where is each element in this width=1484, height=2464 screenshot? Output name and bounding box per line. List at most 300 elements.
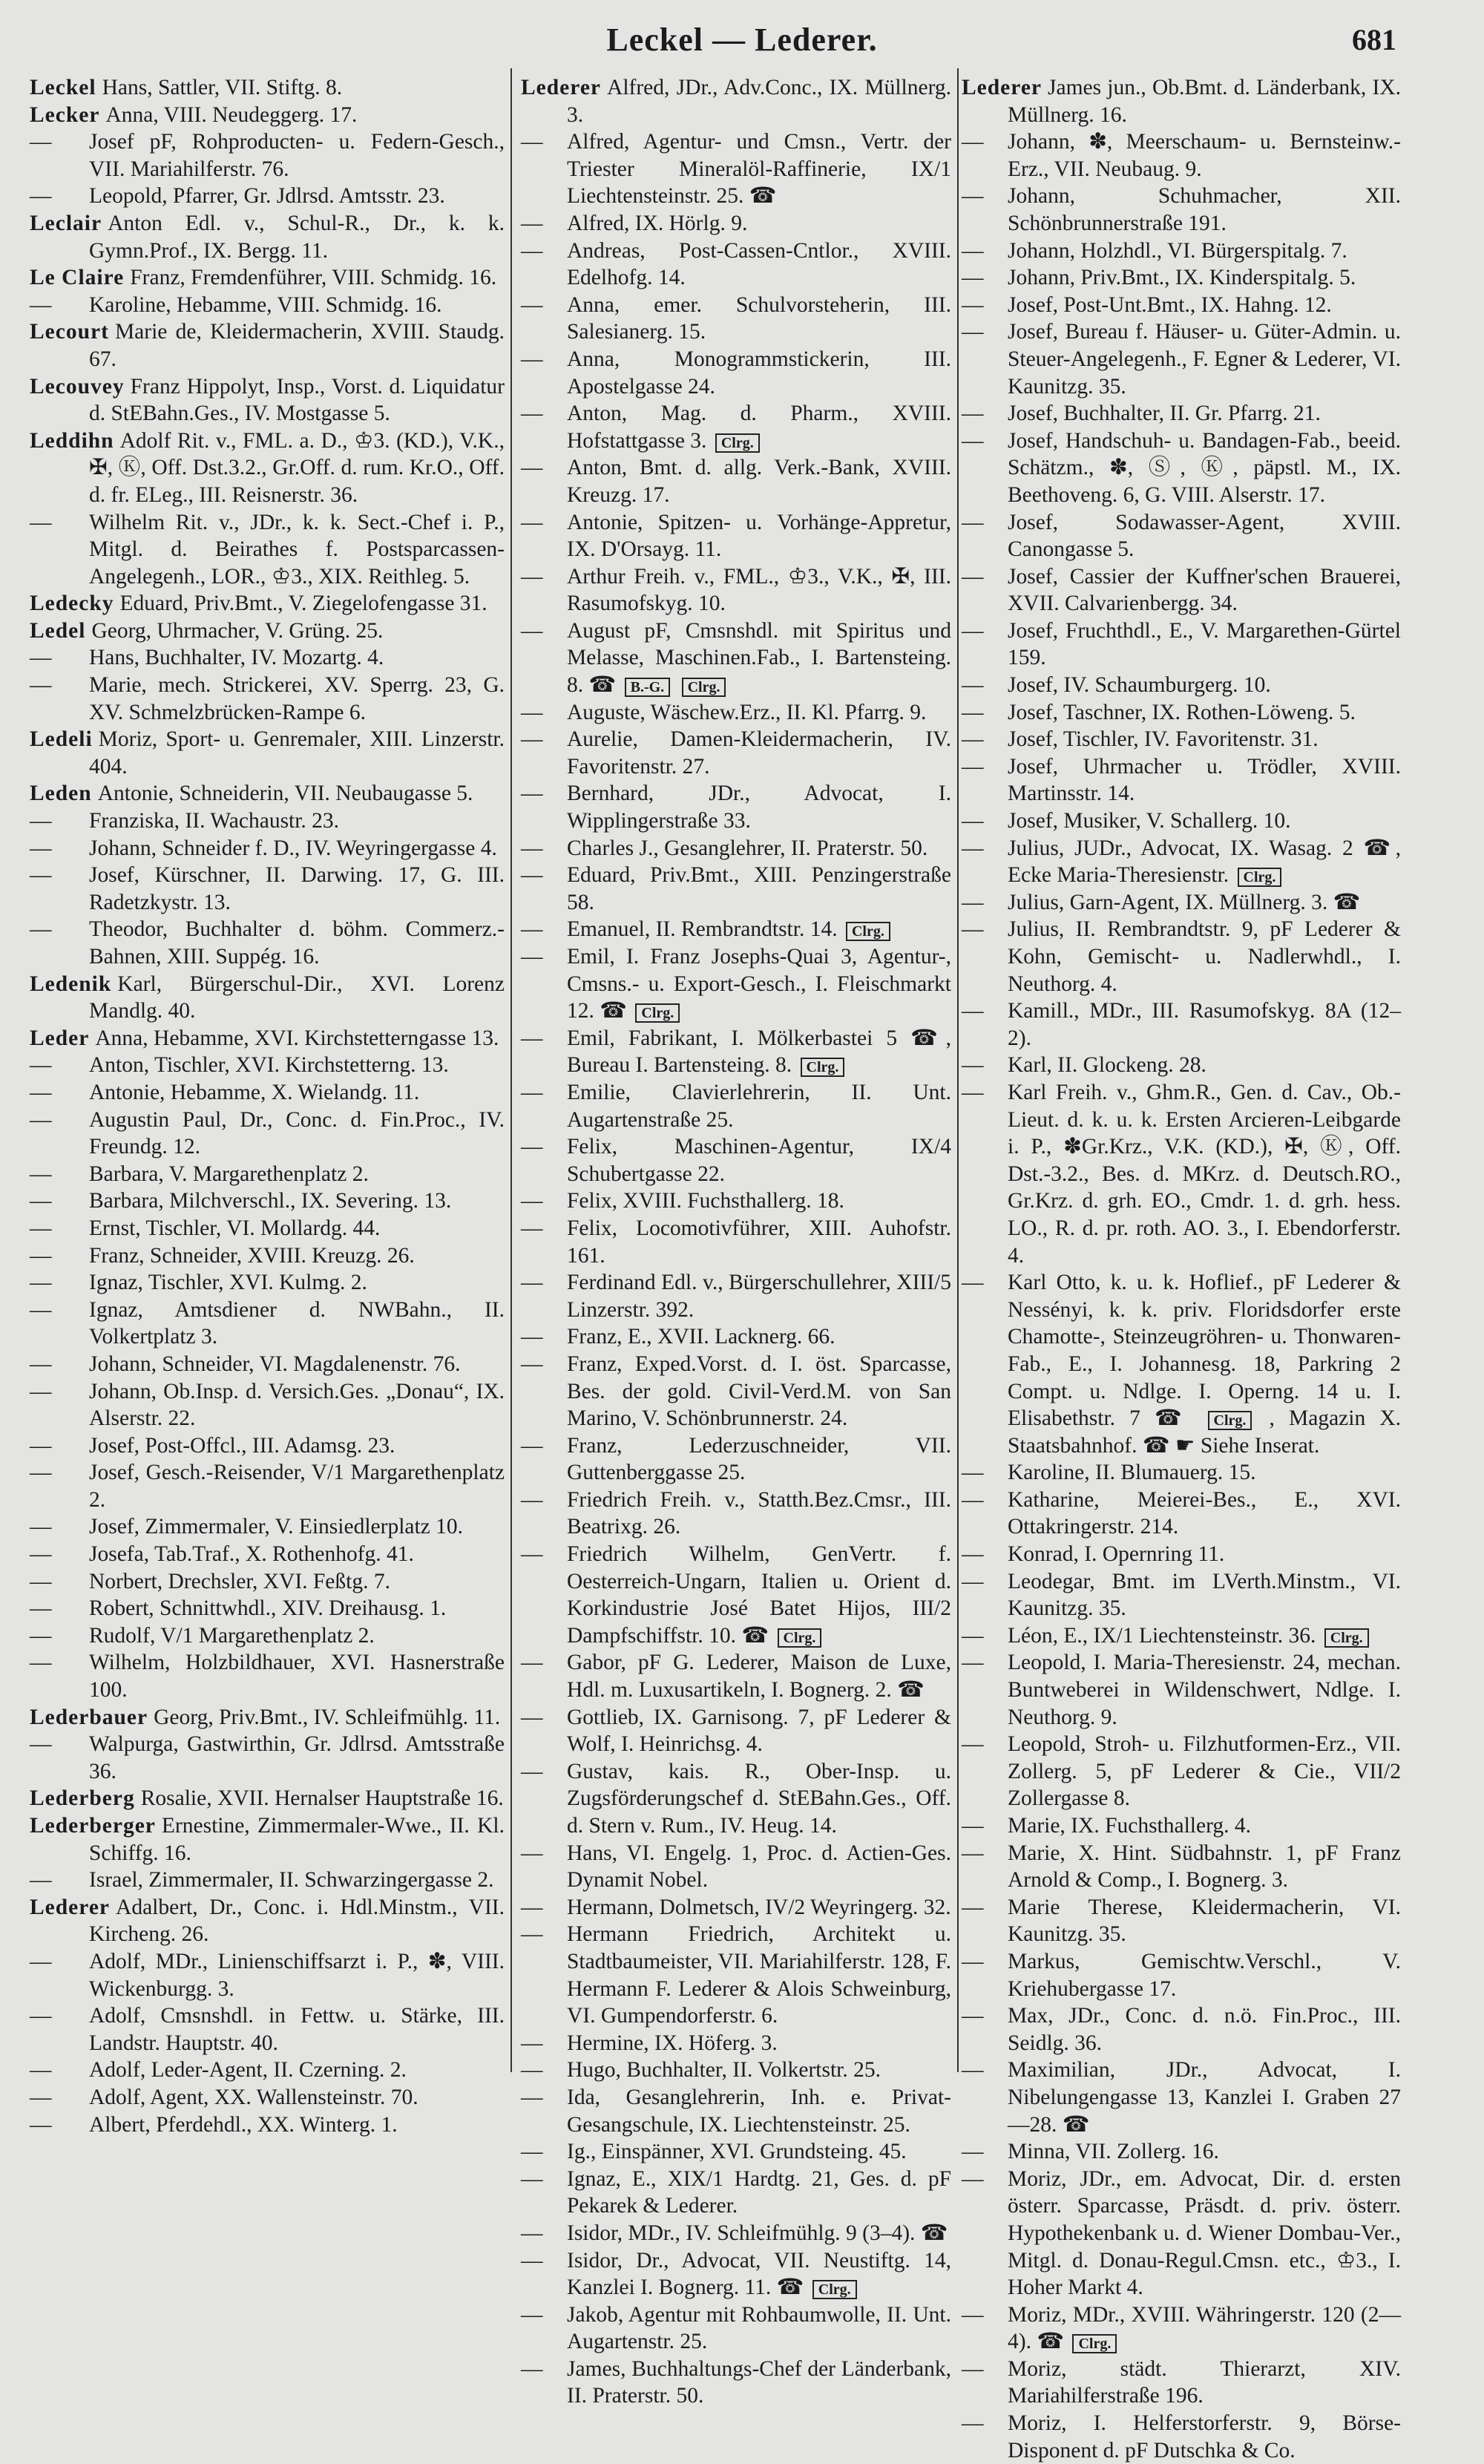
directory-entry <box>962 997 1401 1052</box>
ditto-dash: — <box>30 1949 52 1973</box>
entry-text: Hermine, IX. Höferg. 3. <box>567 2031 778 2055</box>
directory-entry <box>962 237 1401 265</box>
ditto-dash: — <box>30 510 52 534</box>
ditto-dash: — <box>962 1569 984 1593</box>
directory-entry <box>521 617 951 699</box>
ditto-dash: — <box>30 1189 52 1213</box>
directory-entry <box>30 1079 505 1107</box>
entry-text: Gottlieb, IX. Garnisong. 7, pF Lederer & Wolf, I. Heinrichsg. 4. <box>567 1705 951 1757</box>
page-header <box>0 21 1484 65</box>
directory-entry <box>962 2301 1401 2356</box>
entry-text: Julius, JUDr., Advocat, IX. Wasag. 2 ☎, Ecke Maria-Theresienstr. <box>1008 836 1401 888</box>
directory-entry <box>962 2356 1401 2410</box>
directory-entry <box>30 1432 505 1460</box>
directory-entry <box>962 1052 1401 1079</box>
directory-entry <box>30 1622 505 1650</box>
directory-entry <box>30 1894 505 1948</box>
ditto-dash: — <box>962 428 984 453</box>
directory-entry <box>962 807 1401 835</box>
entry-text: Josef, Zimmermaler, V. Einsiedlerplatz 10. <box>89 1515 464 1539</box>
ditto-dash: — <box>30 1243 52 1268</box>
ditto-dash: — <box>521 1351 543 1376</box>
ditto-dash: — <box>30 1569 52 1593</box>
directory-entry <box>30 1187 505 1215</box>
directory-entry <box>962 1487 1401 1541</box>
entry-text: Arthur Freih. v., FML., ♔3., V.K., ✠, III. Rasumofskyg. 10. <box>567 564 951 616</box>
ditto-dash: — <box>521 2356 543 2381</box>
entry-text: Hermann Friedrich, Architekt u. Stadtbaumeister, VII. Mariahilferstr. 128, F. Hermann F. Lederer & Alois Schweinburg, VI. Gumpendorferstr. 6. <box>567 1922 951 2028</box>
clearing-badge: Clrg. <box>1324 1628 1369 1648</box>
entry-text: Moriz, I. Helferstorferstr. 9, Börse-Disponent d. pF Dutschka & Co. <box>1008 2411 1401 2463</box>
entry-text: Adolf, Leder-Agent, II. Czerning. 2. <box>89 2058 407 2083</box>
ditto-dash: — <box>521 1135 543 1159</box>
ditto-dash: — <box>962 754 984 779</box>
directory-entry <box>962 699 1401 727</box>
ditto-dash: — <box>30 1651 52 1675</box>
entry-text: Josef, Bureau f. Häuser- u. Güter-Admin. u. Steuer-Angelegenh., F. Egner & Lederer, VI. Kaunitzg. 35. <box>1008 320 1401 399</box>
directory-entry <box>962 427 1401 509</box>
entry-text: Ignaz, Amtsdiener d. NWBahn., II. Volkertplatz 3. <box>89 1297 505 1349</box>
entry-text: Karl Otto, k. u. k. Hoflief., pF Lederer & Nessényi, k. k. priv. Floridsdorfer erste Chamotte-, Steinzeugröhren- u. Thonwaren-Fab., E., I. Johannesg. 18, Parkring 2 Compt. u. Ndlge. I. Operng. 14 u. I. Elisabethstr. 7 ☎ <box>1008 1271 1401 1431</box>
entry-text: Karl, II. Glockeng. 28. <box>1008 1053 1206 1078</box>
directory-entry <box>521 2084 951 2138</box>
clearing-badge: Clrg. <box>812 2280 857 2299</box>
directory-entry <box>30 672 505 726</box>
surname-heading: Lederbauer <box>30 1705 148 1729</box>
surname-heading: Le Claire <box>30 266 125 290</box>
ditto-dash: — <box>30 2004 52 2028</box>
directory-entry <box>30 1025 505 1052</box>
entry-text: Rosalie, XVII. Hernalser Hauptstraße 16. <box>140 1786 504 1811</box>
directory-entry <box>30 780 505 807</box>
entry-text: Norbert, Drechsler, XVI. Feßtg. 7. <box>89 1569 390 1593</box>
entry-text: Moriz, MDr., XVIII. Währingerstr. 120 (2—4). ☎ <box>1008 2302 1401 2354</box>
entry-text: Julius, Garn-Agent, IX. Müllnerg. 3. ☎ <box>1008 890 1361 914</box>
ditto-dash: — <box>962 564 984 589</box>
entry-text: Josef, Uhrmacher u. Trödler, XVIII. Martinsstr. 14. <box>1008 754 1401 806</box>
entry-text: Johann, Schuhmacher, XII. Schönbrunnerstraße 191. <box>1008 184 1401 235</box>
entry-text: Felix, Locomotivführer, XIII. Auhofstr. 161. <box>567 1216 951 1268</box>
entry-text: August pF, Cmsnshdl. mit Spiritus und Melasse, Maschinen.Fab., I. Bartensteing. 8. ☎ <box>567 618 951 698</box>
directory-entry <box>521 1432 951 1487</box>
clearing-badge: Clrg. <box>715 433 760 453</box>
ditto-dash: — <box>962 130 984 154</box>
directory-entry <box>521 1840 951 1894</box>
ditto-dash: — <box>962 184 984 209</box>
entry-text: Marie, IX. Fuchsthallerg. 4. <box>1008 1814 1251 1838</box>
entry-text: Isidor, MDr., IV. Schleifmühlg. 9 (3–4). ☎ <box>567 2221 948 2245</box>
entry-text: Georg, Uhrmacher, V. Grüng. 25. <box>91 618 384 643</box>
ditto-dash: — <box>30 809 52 833</box>
ditto-dash: — <box>521 211 543 235</box>
ditto-dash: — <box>962 1651 984 1675</box>
directory-entry <box>30 971 505 1025</box>
directory-entry <box>30 1731 505 1785</box>
ditto-dash: — <box>962 266 984 290</box>
entry-text: Josef, Handschuh- u. Bandagen-Fab., beeid. Schätzm., ✽, Ⓢ, Ⓚ, päpstl. M., IX. Beethoveng. 6, G. VIII. Alserstr. 17. <box>1008 428 1401 507</box>
entry-text: Hermann, Dolmetsch, IV/2 Weyringerg. 32. <box>567 1895 951 1919</box>
clearing-badge: Clrg. <box>778 1628 822 1648</box>
directory-entry <box>962 74 1401 128</box>
directory-entry <box>30 427 505 509</box>
directory-entry <box>30 1107 505 1161</box>
surname-heading: Leder <box>30 1026 90 1050</box>
ditto-dash: — <box>30 130 52 154</box>
ditto-dash: — <box>521 1542 543 1567</box>
directory-entry <box>962 2002 1401 2057</box>
directory-entry <box>30 644 505 672</box>
directory-entry <box>962 318 1401 400</box>
directory-entry <box>521 2057 951 2084</box>
directory-entry <box>521 2030 951 2057</box>
entry-text: Alfred, JDr., Adv.Conc., IX. Müllnerg. 3. <box>567 76 951 127</box>
ditto-dash: — <box>30 1542 52 1567</box>
directory-entry <box>30 292 505 319</box>
directory-entry <box>962 1459 1401 1487</box>
entry-text: Josef, Musiker, V. Schallerg. 10. <box>1008 809 1291 833</box>
directory-entry <box>521 780 951 834</box>
ditto-dash: — <box>962 2166 984 2191</box>
ditto-dash: — <box>30 917 52 942</box>
ditto-dash: — <box>521 1841 543 1865</box>
ditto-dash: — <box>962 1487 984 1512</box>
entry-text: Wilhelm Rit. v., JDr., k. k. Sect.-Chef i. P., Mitgl. d. Beirathes f. Postsparcassen-Angelegenh., LOR., ♔3., XIX. Reithleg. 5. <box>89 510 505 589</box>
ditto-dash: — <box>962 1814 984 1838</box>
directory-entry <box>30 509 505 591</box>
entry-text: Johann, ✽, Meerschaum- u. Bernsteinw.-Erz., VII. Neubaug. 9. <box>1008 130 1401 181</box>
directory-entry <box>962 1622 1401 1650</box>
ditto-dash: — <box>521 456 543 480</box>
ditto-dash: — <box>30 184 52 209</box>
surname-heading: Ledenik <box>30 971 112 996</box>
directory-entry <box>30 1378 505 1432</box>
directory-entry <box>521 1215 951 1269</box>
directory-entry <box>521 2247 951 2301</box>
directory-entry <box>521 509 951 563</box>
ditto-dash: — <box>521 2058 543 2083</box>
entry-text: Anna, Monogrammstickerin, III. Apostelgasse 24. <box>567 347 951 399</box>
directory-entry <box>30 1785 505 1812</box>
ditto-dash: — <box>962 1461 984 1485</box>
entry-text: Anna, Hebamme, XVI. Kirchstetterngasse 13. <box>95 1026 499 1050</box>
clearing-badge: Clrg. <box>1208 1411 1252 1430</box>
ditto-dash: — <box>962 700 984 724</box>
entry-text: Adolf, Agent, XX. Wallensteinstr. 70. <box>89 2085 418 2109</box>
ditto-dash: — <box>962 2058 984 2083</box>
ditto-dash: — <box>30 1107 52 1132</box>
directory-entry <box>30 2111 505 2139</box>
entry-text: Antonie, Hebamme, X. Wielandg. 11. <box>89 1080 420 1104</box>
entry-text: Anton, Tischler, XVI. Kirchstetterng. 13. <box>89 1053 449 1078</box>
entry-text: Johann, Schneider, VI. Magdalenenstr. 76. <box>89 1351 461 1376</box>
entry-text: Aurelie, Damen-Kleidermacherin, IV. Favoritenstr. 27. <box>567 727 951 779</box>
entry-text: Ignaz, Tischler, XVI. Kulmg. 2. <box>89 1271 367 1295</box>
directory-entry <box>521 292 951 346</box>
entry-text: James, Buchhaltungs-Chef der Länderbank, II. Praterstr. 50. <box>567 2356 951 2408</box>
directory-entry <box>30 1704 505 1731</box>
directory-entry <box>521 1649 951 1703</box>
entry-text: Ernst, Tischler, VI. Mollardg. 44. <box>89 1216 381 1240</box>
entry-text: , Magazin X. Staatsbahnhof. ☎ ☛ Siehe Inserat. <box>1008 1406 1402 1458</box>
ditto-dash: — <box>962 1732 984 1757</box>
entry-text: Adolf Rit. v., FML. a. D., ♔3. (KD.), V.K., ✠, Ⓚ, Off. Dst.3.2., Gr.Off. d. rum. Kr.O., Off. d. fr. ELeg., III. Reisnerstr. 36. <box>89 428 505 507</box>
directory-entry <box>30 1297 505 1351</box>
directory-entry <box>962 726 1401 753</box>
entry-text: Alfred, Agentur- und Cmsn., Vertr. der Triester Mineralöl-Raffinerie, IX/1 Liechtensteinstr. 25. ☎ <box>567 130 951 209</box>
ditto-dash: — <box>962 890 984 914</box>
directory-column-3 <box>962 74 1401 2464</box>
clearing-badge: Clrg. <box>1072 2334 1117 2353</box>
entry-text: Hugo, Buchhalter, II. Volkertstr. 25. <box>567 2058 881 2083</box>
directory-entry <box>521 210 951 237</box>
clearing-badge: Clrg. <box>1238 868 1282 887</box>
directory-entry <box>30 1513 505 1541</box>
clearing-badge: Clrg. <box>682 678 726 697</box>
directory-entry <box>30 835 505 862</box>
entry-text: Franz, Schneider, XVIII. Kreuzg. 26. <box>89 1243 415 1268</box>
ditto-dash: — <box>30 1053 52 1078</box>
directory-entry <box>30 916 505 970</box>
entry-text: Karoline, Hebamme, VIII. Schmidg. 16. <box>89 292 442 317</box>
entry-text: Marie, X. Hint. Südbahnstr. 1, pF Franz Arnold & Comp., I. Bognerg. 3. <box>1008 1841 1401 1893</box>
column-divider <box>510 68 512 2072</box>
ditto-dash: — <box>962 727 984 752</box>
entry-text: Alfred, IX. Hörlg. 9. <box>567 211 748 235</box>
ditto-dash: — <box>962 836 984 860</box>
entry-text: Anna, VIII. Neudeggerg. 17. <box>105 102 358 127</box>
entry-text: Katharine, Meierei-Bes., E., XVI. Ottakringerstr. 214. <box>1008 1487 1401 1539</box>
ditto-dash: — <box>30 1515 52 1539</box>
ditto-dash: — <box>521 402 543 426</box>
column-divider <box>957 68 959 2072</box>
entry-text: Hans, Sattler, VII. Stiftg. 8. <box>102 76 343 99</box>
ditto-dash: — <box>962 1080 984 1104</box>
directory-entry <box>962 617 1401 672</box>
directory-entry <box>962 292 1401 319</box>
surname-heading: Leddihn <box>30 428 114 453</box>
entry-text: Adolf, Cmsnshdl. in Fettw. u. Stärke, III. Landstr. Hauptstr. 40. <box>89 2004 505 2055</box>
directory-entry <box>962 1568 1401 1622</box>
directory-entry <box>30 74 505 102</box>
directory-entry <box>521 128 951 210</box>
directory-entry <box>521 2301 951 2356</box>
clearing-badge: Clrg. <box>635 1003 680 1023</box>
ditto-dash: — <box>521 2248 543 2273</box>
ditto-dash: — <box>521 1216 543 1240</box>
ditto-dash: — <box>30 1379 52 1403</box>
entry-text: Karl Freih. v., Ghm.R., Gen. d. Cav., Ob.-Lieut. d. k. u. k. Ersten Arcieren-Leibgarde i. P., ✽Gr.Krz., V.K. (KD.), ✠, Ⓚ, Off. Dst.-3.2., Bes. d. MKrz. d. Deutsch.RO., Gr.Krz. d. grh. EO., Cmdr. 1. d. grh. hess. LO., R. d. pr. roth. AO. 3., I. Ebendorferstr. 4. <box>1008 1080 1401 1268</box>
ditto-dash: — <box>962 238 984 263</box>
surname-heading: Lederberger <box>30 1814 156 1838</box>
directory-entry <box>521 1351 951 1432</box>
surname-heading: Leclair <box>30 211 102 235</box>
ditto-dash: — <box>962 2411 984 2436</box>
ditto-dash: — <box>521 618 543 643</box>
ditto-dash: — <box>521 1895 543 1919</box>
directory-entry <box>962 183 1401 237</box>
entry-text: Adalbert, Dr., Conc. i. Hdl.Minstm., VII. Kircheng. 26. <box>89 1895 505 1947</box>
directory-entry <box>962 1649 1401 1731</box>
directory-entry <box>30 1568 505 1596</box>
directory-entry <box>962 1541 1401 1568</box>
clearing-badge: Clrg. <box>846 922 890 941</box>
entry-text: Eduard, Priv.Bmt., XIII. Penzingerstraße 58. <box>567 863 951 914</box>
entry-text: Leodegar, Bmt. im LVerth.Minstm., VI. Kaunitzg. 35. <box>1008 1569 1401 1621</box>
ditto-dash: — <box>521 564 543 589</box>
entry-text: Ida, Gesanglehrerin, Inh. e. Privat-Gesangschule, IX. Liechtensteinstr. 25. <box>567 2085 951 2137</box>
directory-entry <box>30 1595 505 1622</box>
entry-text: Barbara, Milchverschl., IX. Severing. 13. <box>89 1189 452 1213</box>
directory-entry <box>30 1161 505 1188</box>
ditto-dash: — <box>962 618 984 643</box>
entry-text: Franz, Fremdenführer, VIII. Schmidg. 16. <box>130 266 497 290</box>
ditto-dash: — <box>521 863 543 888</box>
ditto-dash: — <box>962 809 984 833</box>
entry-text: Georg, Priv.Bmt., IV. Schleifmühlg. 11. <box>154 1705 501 1729</box>
ditto-dash: — <box>962 999 984 1023</box>
ditto-dash: — <box>30 1216 52 1240</box>
directory-entry <box>30 210 505 264</box>
ditto-dash: — <box>521 917 543 942</box>
ditto-dash: — <box>962 1542 984 1567</box>
ditto-dash: — <box>962 2140 984 2164</box>
directory-entry <box>30 1649 505 1703</box>
directory-entry <box>30 373 505 427</box>
ditto-dash: — <box>521 347 543 371</box>
ditto-dash: — <box>521 2140 543 2164</box>
ditto-dash: — <box>30 1161 52 1186</box>
entry-text: Barbara, V. Margarethenplatz 2. <box>89 1161 369 1186</box>
clearing-badge: B.-G. <box>625 678 671 697</box>
surname-heading: Ledel <box>30 618 86 643</box>
entry-text: Marie de, Kleidermacherin, XVIII. Staudg. 67. <box>89 320 505 371</box>
entry-text: Josef, Fruchthdl., E., V. Margarethen-Gürtel 159. <box>1008 618 1401 670</box>
directory-entry <box>30 862 505 916</box>
entry-text: Moriz, Sport- u. Genremaler, XIII. Linzerstr. 404. <box>89 727 505 779</box>
directory-entry <box>30 1867 505 1894</box>
directory-entry <box>521 1894 951 1921</box>
directory-entry <box>30 183 505 210</box>
entry-text: Jakob, Agentur mit Rohbaumwolle, II. Unt. Augartenstr. 25. <box>567 2302 951 2354</box>
directory-entry <box>521 1921 951 2029</box>
entry-text: Hans, Buchhalter, IV. Mozartg. 4. <box>89 646 384 670</box>
directory-entry <box>30 1215 505 1242</box>
entry-text: Markus, Gemischtw.Verschl., V. Kriehubergasse 17. <box>1008 1949 1401 2001</box>
ditto-dash: — <box>962 1841 984 1865</box>
ditto-dash: — <box>521 2302 543 2327</box>
entry-text: Anton, Bmt. d. allg. Verk.-Bank, XVIII. Kreuzg. 17. <box>567 456 951 507</box>
entry-text: Josef, Post-Offcl., III. Adamsg. 23. <box>89 1433 395 1458</box>
directory-entry <box>521 74 951 128</box>
entry-text: Johann, Holzhdl., VI. Bürgerspitalg. 7. <box>1008 238 1347 263</box>
entry-text: Auguste, Wäschew.Erz., II. Kl. Pfarrg. 9. <box>567 700 927 724</box>
entry-text: Charles J., Gesanglehrer, II. Praterstr. 50. <box>567 836 928 860</box>
entry-text: Leopold, Pfarrer, Gr. Jdlrsd. Amtsstr. 23. <box>89 184 445 209</box>
ditto-dash: — <box>521 1433 543 1458</box>
entry-text: Leopold, I. Maria-Theresienstr. 24, mechan. Buntweberei in Wildenschwert, Ndlge. I. Neuthorg. 9. <box>1008 1651 1401 1729</box>
ditto-dash: — <box>962 2302 984 2327</box>
directory-entry <box>521 454 951 508</box>
directory-entry <box>521 1541 951 1649</box>
entry-text: Karoline, II. Blumauerg. 15. <box>1008 1461 1256 1485</box>
directory-entry <box>962 835 1401 889</box>
entry-text: Augustin Paul, Dr., Conc. d. Fin.Proc., IV. Freundg. 12. <box>89 1107 505 1159</box>
entry-text: Antonie, Schneiderin, VII. Neubaugasse 5. <box>97 782 473 806</box>
surname-heading: Lederberg <box>30 1786 135 1811</box>
directory-entry <box>521 1758 951 1840</box>
directory-entry <box>962 916 1401 997</box>
clearing-badge: Clrg. <box>801 1058 845 1077</box>
ditto-dash: — <box>962 917 984 942</box>
directory-column-2 <box>521 74 951 2410</box>
directory-entry <box>962 753 1401 807</box>
entry-text: Josef, Tischler, IV. Favoritenstr. 31. <box>1008 727 1319 752</box>
ditto-dash: — <box>521 945 543 969</box>
entry-text: Ernestine, Zimmermaler-Wwe., II. Kl. Schiffg. 16. <box>89 1814 505 1865</box>
directory-entry <box>521 400 951 454</box>
entry-text: Emilie, Clavierlehrerin, II. Unt. Augartenstraße 25. <box>567 1080 951 1132</box>
directory-entry <box>962 563 1401 617</box>
entry-text: Israel, Zimmermaler, II. Schwarzingergasse 2. <box>89 1868 494 1893</box>
running-title: Leckel — Lederer. <box>606 22 878 58</box>
ditto-dash: — <box>30 1351 52 1376</box>
surname-heading: Ledeli <box>30 727 93 752</box>
entry-text: Leopold, Stroh- u. Filzhutformen-Erz., VII. Zollerg. 5, pF Lederer & Cie., VII/2 Zollergasse 8. <box>1008 1732 1401 1811</box>
directory-entry <box>30 1351 505 1378</box>
directory-entry <box>521 1487 951 1541</box>
ditto-dash: — <box>30 863 52 888</box>
directory-column-1 <box>30 74 505 2138</box>
directory-entry <box>962 1948 1401 2002</box>
ditto-dash: — <box>521 1759 543 1783</box>
entry-text: Kamill., MDr., III. Rasumofskyg. 8A (12–2). <box>1008 999 1401 1050</box>
ditto-dash: — <box>962 1271 984 1295</box>
ditto-dash: — <box>962 320 984 344</box>
entry-text: Josef, Gesch.-Reisender, V/1 Margarethenplatz 2. <box>89 1461 505 1512</box>
ditto-dash: — <box>521 1080 543 1104</box>
surname-heading: Ledecky <box>30 592 114 616</box>
directory-entry <box>30 2084 505 2111</box>
directory-entry <box>521 1704 951 1758</box>
ditto-dash: — <box>962 2004 984 2028</box>
entry-text: Antonie, Spitzen- u. Vorhänge-Appretur, IX. D'Orsayg. 11. <box>567 510 951 562</box>
ditto-dash: — <box>521 510 543 534</box>
entry-text: Anton, Mag. d. Pharm., XVIII. Hofstattgasse 3. <box>567 402 951 453</box>
directory-entry <box>30 1269 505 1297</box>
directory-entry <box>962 128 1401 183</box>
ditto-dash: — <box>521 292 543 317</box>
ditto-dash: — <box>30 836 52 860</box>
directory-entry <box>30 2057 505 2084</box>
ditto-dash: — <box>30 1271 52 1295</box>
surname-heading: Lecourt <box>30 320 109 344</box>
directory-entry <box>521 1269 951 1323</box>
directory-entry <box>30 726 505 780</box>
directory-entry <box>962 2138 1401 2166</box>
entry-text: Ignaz, E., XIX/1 Hardtg. 21, Ges. d. pF Pekarek & Lederer. <box>567 2166 951 2218</box>
directory-entry <box>962 264 1401 292</box>
ditto-dash: — <box>962 1623 984 1648</box>
ditto-dash: — <box>521 1487 543 1512</box>
directory-entry <box>521 1323 951 1351</box>
entry-text: Josef, Cassier der Kuffner'schen Brauerei, XVII. Calvarienbergg. 34. <box>1008 564 1401 616</box>
directory-entry <box>30 1459 505 1513</box>
entry-text: Maximilian, JDr., Advocat, I. Nibelungengasse 13, Kanzlei I. Graben 27—28. ☎ <box>1008 2058 1401 2137</box>
entry-text: Albert, Pferdehdl., XX. Winterg. 1. <box>89 2112 398 2137</box>
directory-entry <box>962 672 1401 699</box>
ditto-dash: — <box>962 510 984 534</box>
entry-text: Franz Hippolyt, Insp., Vorst. d. Liquidatur d. StEBahn.Ges., IV. Mostgasse 5. <box>89 374 505 426</box>
